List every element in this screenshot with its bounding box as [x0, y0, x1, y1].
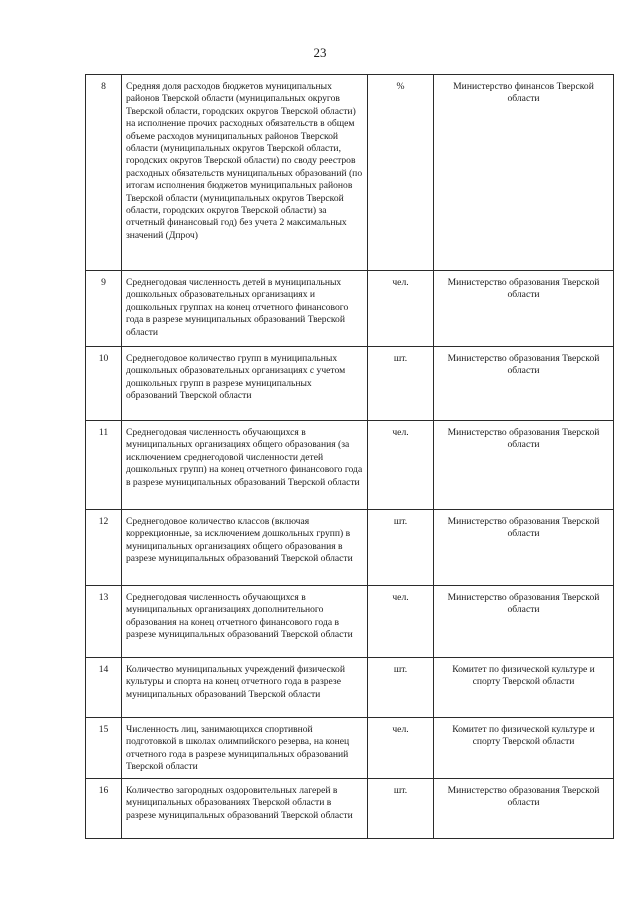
indicator-name: Количество загородных оздоровительных лагерей в муниципальных образованиях Тверской области в разрезе муниципальных образований Тверской области — [122, 779, 368, 839]
row-number: 8 — [86, 75, 122, 271]
responsible-authority: Комитет по физической культуре и спорту Тверской области — [434, 718, 614, 779]
responsible-authority: Министерство образования Тверской области — [434, 779, 614, 839]
table-row — [86, 658, 614, 718]
indicator-name: Среднегодовая численность обучающихся в муниципальных организациях дополнительного образования на конец отчетного финансового года в разрезе муниципальных образований Тверской области — [122, 586, 368, 658]
unit-of-measure: чел. — [368, 718, 434, 779]
unit-of-measure: чел. — [368, 271, 434, 347]
table-row — [86, 510, 614, 586]
table-row — [86, 421, 614, 510]
indicator-name: Среднегодовая численность детей в муниципальных дошкольных образовательных организациях и дошкольных группах на конец отчетного финансового года в разрезе муниципальных образований Тверской области — [122, 271, 368, 347]
responsible-authority: Комитет по физической культуре и спорту Тверской области — [434, 658, 614, 718]
row-number: 13 — [86, 586, 122, 658]
row-number: 14 — [86, 658, 122, 718]
indicator-name: Среднегодовое количество классов (включая коррекционные, за исключением дошкольных групп) в муниципальных организациях общего образования в разрезе муниципальных образований Тверской области — [122, 510, 368, 586]
unit-of-measure: % — [368, 75, 434, 271]
row-number: 9 — [86, 271, 122, 347]
row-number: 10 — [86, 347, 122, 421]
responsible-authority: Министерство образования Тверской области — [434, 347, 614, 421]
indicator-name: Среднегодовое количество групп в муниципальных дошкольных образовательных организациях с учетом дошкольных групп в разрезе муниципальных образований Тверской области — [122, 347, 368, 421]
table-row — [86, 271, 614, 347]
row-number: 16 — [86, 779, 122, 839]
indicator-name: Численность лиц, занимающихся спортивной подготовкой в школах олимпийского резерва, на конец отчетного года в разрезе муниципальных образований Тверской области — [122, 718, 368, 779]
row-number: 12 — [86, 510, 122, 586]
indicators-table — [85, 74, 614, 839]
indicator-name: Количество муниципальных учреждений физической культуры и спорта на конец отчетного года в разрезе муниципальных образований Тверской области — [122, 658, 368, 718]
responsible-authority: Министерство образования Тверской области — [434, 421, 614, 510]
table-row — [86, 718, 614, 779]
row-number: 11 — [86, 421, 122, 510]
table-row — [86, 779, 614, 839]
unit-of-measure: шт. — [368, 658, 434, 718]
table-row — [86, 586, 614, 658]
unit-of-measure: чел. — [368, 586, 434, 658]
table-row — [86, 347, 614, 421]
responsible-authority: Министерство образования Тверской области — [434, 271, 614, 347]
indicator-name: Средняя доля расходов бюджетов муниципальных районов Тверской области (муниципальных округов Тверской области, городских округов Тверской области) на исполнение прочих расходных обязательств в общем объеме расходов муниципальных районов Тверской области (муниципальных округов Тверской области, городских округов Тверской области) по своду реестров расходных обязательств муниципальных образований (по итогам исполнения бюджетов муниципальных районов Тверской области (муниципальных округов Тверской области, городских округов Тверской области) за отчетный финансовый год) без учета 2 максимальных значений (Дпроч) — [122, 75, 368, 271]
unit-of-measure: шт. — [368, 510, 434, 586]
unit-of-measure: шт. — [368, 347, 434, 421]
responsible-authority: Министерство образования Тверской области — [434, 510, 614, 586]
unit-of-measure: шт. — [368, 779, 434, 839]
table-row — [86, 75, 614, 271]
responsible-authority: Министерство финансов Тверской области — [434, 75, 614, 271]
unit-of-measure: чел. — [368, 421, 434, 510]
page-number: 23 — [313, 45, 327, 60]
indicator-name: Среднегодовая численность обучающихся в муниципальных организациях общего образования (за исключением среднегодовой численности детей дошкольных групп) на конец отчетного финансового года в разрезе муниципальных образований Тверской области — [122, 421, 368, 510]
responsible-authority: Министерство образования Тверской области — [434, 586, 614, 658]
row-number: 15 — [86, 718, 122, 779]
